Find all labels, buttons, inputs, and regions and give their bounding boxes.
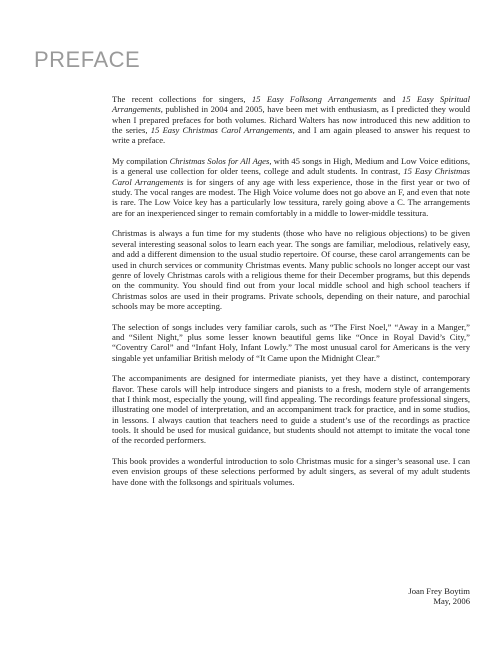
signature-block <box>408 586 470 607</box>
book-title: 15 Easy Folksong Arrangements <box>251 94 377 104</box>
paragraph-3: Christmas is always a fun time for my students (those who have no religious objections) to be given several interesting seasonal solos to learn each year. The songs are familiar, melodious, relatively easy, and add a different dimension to the usual studio repertoire. Of course, these carol arrangements can be used in church services or community Christmas events. Many public schools no longer accept our vast genre of lovely Christmas carols with a religious theme for their December programs, but this depends on the community. You should find out from your local middle school and high school teachers if Christmas solos are used in their programs. Private schools, depending on their nature, and parochial schools may be more accepting. <box>112 228 470 311</box>
preface-body <box>112 94 470 497</box>
book-title: 15 Easy Christmas Carol Arrangements <box>112 166 471 187</box>
paragraph-1: The recent collections for singers, 15 Easy Folksong Arrangements and 15 Easy Spiritual Arrangements, published in 2004 and 2005, have been met with enthusiasm, as I predicted they would when I prepared prefaces for both volumes. Richard Walters has now introduced this new addition to the series, 15 Easy Christmas Carol Arrangements, and I am again pleased to answer his request to write a preface. <box>112 94 470 146</box>
book-title: 15 Easy Spiritual Arrangements <box>112 94 470 115</box>
paragraph-5: The accompaniments are designed for intermediate pianists, yet they have a distinct, contemporary flavor. These carols will help introduce singers and pianists to a fresh, modern style of arrangements that I think most, especially the young, will find appealing. The recordings feature professional singers, illustrating one model of interpretation, and an accompaniment track for practice, and in some studios, in lessons. I always caution that teachers need to guide a student’s use of the recordings as practice tools. It should be used for musical guidance, but students should not attempt to imitate the vocal tone of the recorded performers. <box>112 373 470 446</box>
author-name: Joan Frey Boytim <box>408 586 470 596</box>
book-title: 15 Easy Christmas Carol Arrangements <box>150 125 293 136</box>
paragraph-2: My compilation Christmas Solos for All Ages, with 45 songs in High, Medium and Low Voice editions, is a general use collection for older teens, college and adult students. In contrast, 15 Easy Christmas Carol Arrangements is for singers of any age with less experience, those in the first year or two of study. The vocal ranges are modest. The High Voice volume does not go above an F, and even that note is rare. The Low Voice key has a particularly low tessitura, rarely going above a C. The arrangements are for an inexperienced singer to remain comfortably in a middle to lower-middle tessitura. <box>112 156 471 218</box>
paragraph-4: The selection of songs includes very familiar carols, such as “The First Noel,” “Away in a Manger,” and “Silent Night,” plus some lesser known beautiful gems like “Once in Royal David’s City,” “Coventry Carol” and “Infant Holy, Infant Lowly.” The most unusual carol for Americans is the very singable yet unfamiliar British melody of “It Came upon the Midnight Clear.” <box>112 321 470 363</box>
page-heading: PREFACE <box>34 47 141 72</box>
signature-date: May, 2006 <box>433 596 470 607</box>
paragraph-6: This book provides a wonderful introduction to solo Christmas music for a singer’s seasonal use. I can even envision groups of these selections performed by adult singers, as several of my adult students have done with the folksongs and spirituals volumes. <box>112 456 470 487</box>
book-title: Christmas Solos for All Ages <box>169 156 270 167</box>
